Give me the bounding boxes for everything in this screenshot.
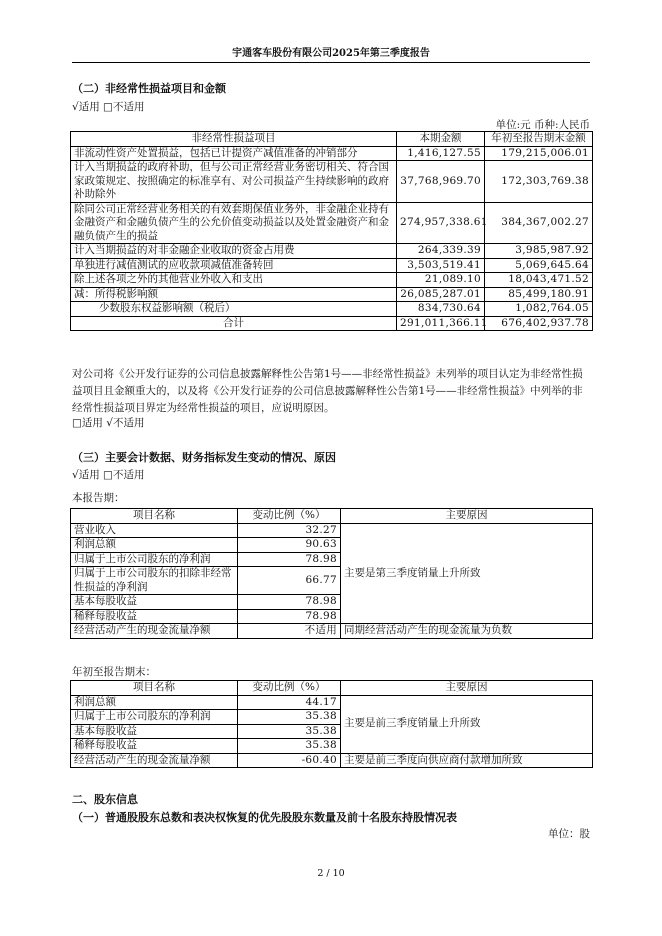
row-reason: 主要是第三季度销量上升所致 <box>341 523 593 624</box>
period-label: 本报告期： <box>72 492 125 504</box>
table-row <box>71 624 593 639</box>
column-header: 变动比例（%） <box>238 681 341 696</box>
row-ytd: 384,367,002.27 <box>485 202 593 244</box>
row-item: 利润总额 <box>71 538 238 553</box>
column-header: 主要原因 <box>341 681 593 696</box>
table-header-row <box>71 132 593 147</box>
table-row <box>71 146 593 161</box>
row-item: 利润总额 <box>71 695 238 710</box>
period-change-table <box>70 508 593 639</box>
row-item: 计入当期损益的对非金融企业收取的资金占用费 <box>71 244 397 259</box>
row-item: 非流动性资产处置损益，包括已计提资产减值准备的冲销部分 <box>71 146 397 161</box>
row-ytd: 676,402,937.78 <box>485 316 593 331</box>
row-item: 稀释每股收益 <box>71 609 238 624</box>
row-current: 26,085,287.01 <box>397 287 485 302</box>
table-row <box>71 161 593 203</box>
row-ytd: 1,082,764.05 <box>485 302 593 317</box>
row-ratio: 66.77 <box>238 567 341 595</box>
row-item: 基本每股收益 <box>71 724 238 739</box>
part2-unit: 单位：股 <box>548 828 590 840</box>
row-current: 264,339.39 <box>397 244 485 259</box>
column-header: 年初至报告期末金额 <box>485 132 593 147</box>
explanation-note: 对公司将《公开发行证券的公司信息披露解释性公告第1号——非经常性损益》未列举的项目认定为非经常性损益项目且金额重大的，以及将《公开发行证券的公司信息披露解释性公告第1号——非经常性损益》中列举的非经常性损益项目界定为经常性损益的项目，应说明原因。 <box>72 368 583 414</box>
row-ratio: 不适用 <box>238 624 341 639</box>
column-header: 变动比例（%） <box>238 509 341 524</box>
row-ratio: -60.40 <box>238 753 341 768</box>
section-title-non-recurring: （二）非经常性损益项目和金额 <box>72 82 226 95</box>
table-row <box>71 273 593 288</box>
row-ytd: 18,043,471.52 <box>485 273 593 288</box>
table-row <box>71 287 593 302</box>
row-ratio: 78.98 <box>238 595 341 610</box>
row-current: 37,768,969.70 <box>397 161 485 203</box>
row-item: 归属于上市公司股东的净利润 <box>71 552 238 567</box>
column-header: 主要原因 <box>341 509 593 524</box>
row-ratio: 35.38 <box>238 739 341 754</box>
row-item: 基本每股收益 <box>71 595 238 610</box>
table-row <box>71 302 593 317</box>
applicable-status: √适用 □不适用 <box>72 101 145 113</box>
ytd-label: 年初至报告期末： <box>72 666 156 678</box>
part2-title: 二、股东信息 <box>72 793 138 806</box>
row-ytd: 3,985,987.92 <box>485 244 593 259</box>
table-row <box>71 244 593 259</box>
table-row <box>71 202 593 244</box>
row-current: 291,011,366.11 <box>397 316 485 331</box>
row-item: 稀释每股收益 <box>71 739 238 754</box>
row-item: 少数股东权益影响额（税后） <box>71 302 397 317</box>
section-title-changes: （三）主要会计数据、财务指标发生变动的情况、原因 <box>72 451 336 464</box>
row-current: 21,089.10 <box>397 273 485 288</box>
row-ytd: 172,303,769.38 <box>485 161 593 203</box>
row-item: 除上述各项之外的其他营业外收入和支出 <box>71 273 397 288</box>
page-number: 2 / 10 <box>317 868 345 879</box>
row-reason: 主要是前三季度向供应商付款增加所致 <box>341 753 593 768</box>
row-item: 归属于上市公司股东的净利润 <box>71 710 238 725</box>
row-reason: 同期经营活动产生的现金流量为负数 <box>341 624 593 639</box>
row-item: 经营活动产生的现金流量净额 <box>71 624 238 639</box>
table-row <box>71 695 593 710</box>
row-reason: 主要是前三季度销量上升所致 <box>341 695 593 753</box>
table-row <box>71 753 593 768</box>
row-ratio: 90.63 <box>238 538 341 553</box>
part2-subtitle: （一）普通股股东总数和表决权恢复的优先股股东数量及前十名股东持股情况表 <box>72 811 457 824</box>
row-ytd: 85,499,180.91 <box>485 287 593 302</box>
table-total-row <box>71 316 593 331</box>
table-header-row <box>71 509 593 524</box>
row-ratio: 32.27 <box>238 523 341 538</box>
row-ytd: 179,215,006.01 <box>485 146 593 161</box>
changes-applicable-status: √适用 □不适用 <box>72 469 145 481</box>
column-header: 非经常性损益项目 <box>71 132 397 147</box>
row-item: 经营活动产生的现金流量净额 <box>71 753 238 768</box>
row-current: 834,730.64 <box>397 302 485 317</box>
row-current: 1,416,127.55 <box>397 146 485 161</box>
table-row <box>71 523 593 538</box>
row-ratio: 44.17 <box>238 695 341 710</box>
note-applicable-status: □适用 √不适用 <box>72 417 145 429</box>
ytd-change-table <box>70 680 593 768</box>
row-ratio: 35.38 <box>238 724 341 739</box>
column-header: 本期金额 <box>397 132 485 147</box>
unit-currency: 单位:元 币种:人民币 <box>495 119 590 131</box>
table-row <box>71 258 593 273</box>
row-ytd: 5,069,645.64 <box>485 258 593 273</box>
row-item: 合计 <box>71 316 397 331</box>
row-item: 减：所得税影响额 <box>71 287 397 302</box>
row-item: 除同公司正常经营业务相关的有效套期保值业务外，非金融企业持有金融资产和金融负债产生的公允价值变动损益以及处置金融资产和金融负债产生的损益 <box>71 202 397 244</box>
row-ratio: 78.98 <box>238 552 341 567</box>
page-header: 宇通客车股份有限公司2025年第三季度报告 <box>72 44 590 63</box>
row-ratio: 78.98 <box>238 609 341 624</box>
row-item: 单独进行减值测试的应收款项减值准备转回 <box>71 258 397 273</box>
row-item: 计入当期损益的政府补助，但与公司正常经营业务密切相关、符合国家政策规定、按照确定的标准享有、对公司损益产生持续影响的政府补助除外 <box>71 161 397 203</box>
row-current: 274,957,338.61 <box>397 202 485 244</box>
row-item: 归属于上市公司股东的扣除非经常性损益的净利润 <box>71 567 238 595</box>
non-recurring-table <box>70 131 593 331</box>
table-header-row <box>71 681 593 696</box>
row-item: 营业收入 <box>71 523 238 538</box>
column-header: 项目名称 <box>71 509 238 524</box>
row-current: 3,503,519.41 <box>397 258 485 273</box>
row-ratio: 35.38 <box>238 710 341 725</box>
column-header: 项目名称 <box>71 681 238 696</box>
